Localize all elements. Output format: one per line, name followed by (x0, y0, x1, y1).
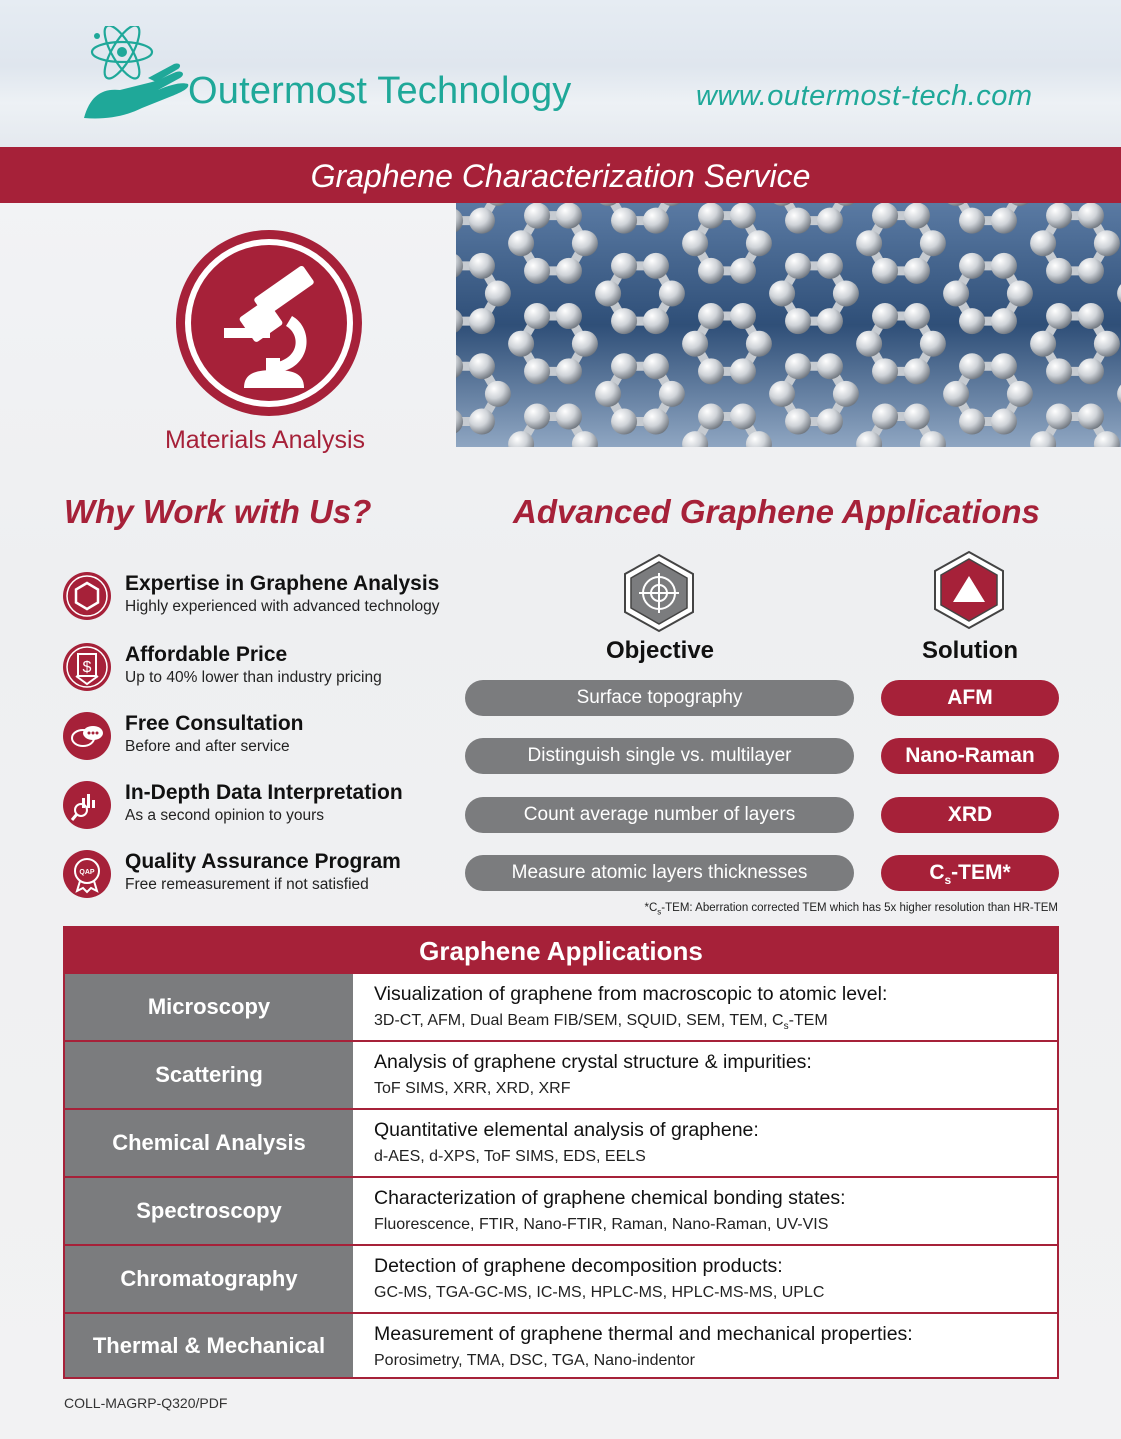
chat-bubble-icon (62, 711, 112, 761)
technique-list: 3D-CT, AFM, Dual Beam FIB/SEM, SQUID, SEM, TEM, $C_s$-TEM (374, 1012, 828, 1033)
objective-pill: Surface topography (465, 680, 854, 716)
technique-list: ToF SIMS, XRR, XRD, XRF (374, 1080, 571, 1097)
description-title: Analysis of graphene crystal structure & impurities: (374, 1051, 812, 1073)
benefit-title: In-Depth Data Interpretation (125, 781, 403, 804)
solution-pill: AFM (881, 680, 1059, 716)
objective-pill: Distinguish single vs. multilayer (465, 738, 854, 774)
category-cell: Scattering (65, 1042, 353, 1108)
applications-table-heading: Graphene Applications (65, 928, 1057, 972)
objective-pill: Measure atomic layers thicknesses (465, 855, 854, 891)
service-title: Graphene Characterization Service (0, 147, 1121, 203)
description-cell (374, 1323, 1047, 1370)
benefit-title: Free Consultation (125, 712, 304, 735)
benefit-title: Quality Assurance Program (125, 850, 401, 873)
objective-pill: Count average number of layers (465, 797, 854, 833)
svg-text:$: $ (82, 659, 92, 676)
table-row (65, 1312, 1057, 1377)
solution-pill: Nano-Raman (881, 738, 1059, 774)
solution-pill: $C_s-TEM*$ (881, 855, 1059, 891)
brand-name: Outermost Technology (188, 70, 572, 112)
benefit-expertise (62, 571, 482, 631)
description-title: Characterization of graphene chemical bonding states: (374, 1187, 846, 1209)
description-cell (374, 983, 1047, 1032)
benefit-quality-assurance (62, 849, 482, 909)
advanced-applications-heading: Advanced Graphene Applications (513, 493, 1040, 530)
objective-heading: Objective (605, 637, 715, 664)
benefit-subtitle: As a second opinion to yours (125, 807, 325, 824)
graphene-lattice-image (456, 203, 1121, 447)
target-crosshair-icon (621, 553, 697, 633)
description-title: Quantitative elemental analysis of graphene: (374, 1119, 759, 1141)
why-work-heading: Why Work with Us? (64, 493, 372, 530)
benefit-subtitle: Before and after service (125, 738, 290, 755)
benefit-data-interpretation (62, 780, 482, 840)
solution-heading: Solution (922, 637, 1018, 664)
category-cell: Thermal & Mechanical (65, 1314, 353, 1377)
table-row (65, 1176, 1057, 1244)
qap-badge-icon (62, 849, 112, 899)
graphene-applications-table (63, 926, 1059, 1379)
microscope-icon (174, 228, 364, 418)
description-cell (374, 1119, 1047, 1166)
description-title: Visualization of graphene from macroscopic to atomic level: (374, 983, 888, 1005)
solution-pill: XRD (881, 797, 1059, 833)
benefit-subtitle: Free remeasurement if not satisfied (125, 876, 369, 893)
data-search-icon (62, 780, 112, 830)
benefit-consultation (62, 711, 482, 771)
benefit-price (62, 642, 482, 702)
footnote: $*C_s$-TEM: Aberration corrected TEM which has 5x higher resolution than HR-TEM (644, 902, 1058, 917)
category-cell: Microscopy (65, 974, 353, 1040)
category-cell: Chemical Analysis (65, 1110, 353, 1176)
materials-analysis-label: Materials Analysis (164, 426, 366, 454)
dollar-icon (62, 642, 112, 692)
document-code: COLL-MAGRP-Q320/PDF (64, 1395, 228, 1411)
table-row (65, 1108, 1057, 1176)
benefit-title: Expertise in Graphene Analysis (125, 572, 440, 595)
category-cell: Spectroscopy (65, 1178, 353, 1244)
description-title: Measurement of graphene thermal and mechanical properties: (374, 1323, 913, 1345)
description-title: Detection of graphene decomposition products: (374, 1255, 783, 1277)
technique-list: Fluorescence, FTIR, Nano-FTIR, Raman, Nano-Raman, UV-VIS (374, 1216, 829, 1233)
description-cell (374, 1187, 1047, 1234)
benefit-subtitle: Up to 40% lower than industry pricing (125, 669, 382, 686)
hexagon-icon (62, 571, 112, 621)
technique-list: GC-MS, TGA-GC-MS, IC-MS, HPLC-MS, HPLC-MS-MS, UPLC (374, 1284, 825, 1301)
table-row (65, 972, 1057, 1040)
website-url[interactable]: www.outermost-tech.com (696, 80, 1033, 112)
benefit-subtitle: Highly experienced with advanced technology (125, 598, 440, 615)
description-cell (374, 1051, 1047, 1098)
table-row (65, 1244, 1057, 1312)
benefit-title: Affordable Price (125, 643, 288, 666)
svg-text:QAP: QAP (79, 869, 95, 876)
description-cell (374, 1255, 1047, 1302)
triangle-warning-icon (931, 550, 1007, 630)
atom-hand-logo-icon (82, 26, 192, 126)
table-row (65, 1040, 1057, 1108)
category-cell: Chromatography (65, 1246, 353, 1312)
technique-list: Porosimetry, TMA, DSC, TGA, Nano-indentor (374, 1352, 695, 1369)
technique-list: d-AES, d-XPS, ToF SIMS, EDS, EELS (374, 1148, 646, 1165)
